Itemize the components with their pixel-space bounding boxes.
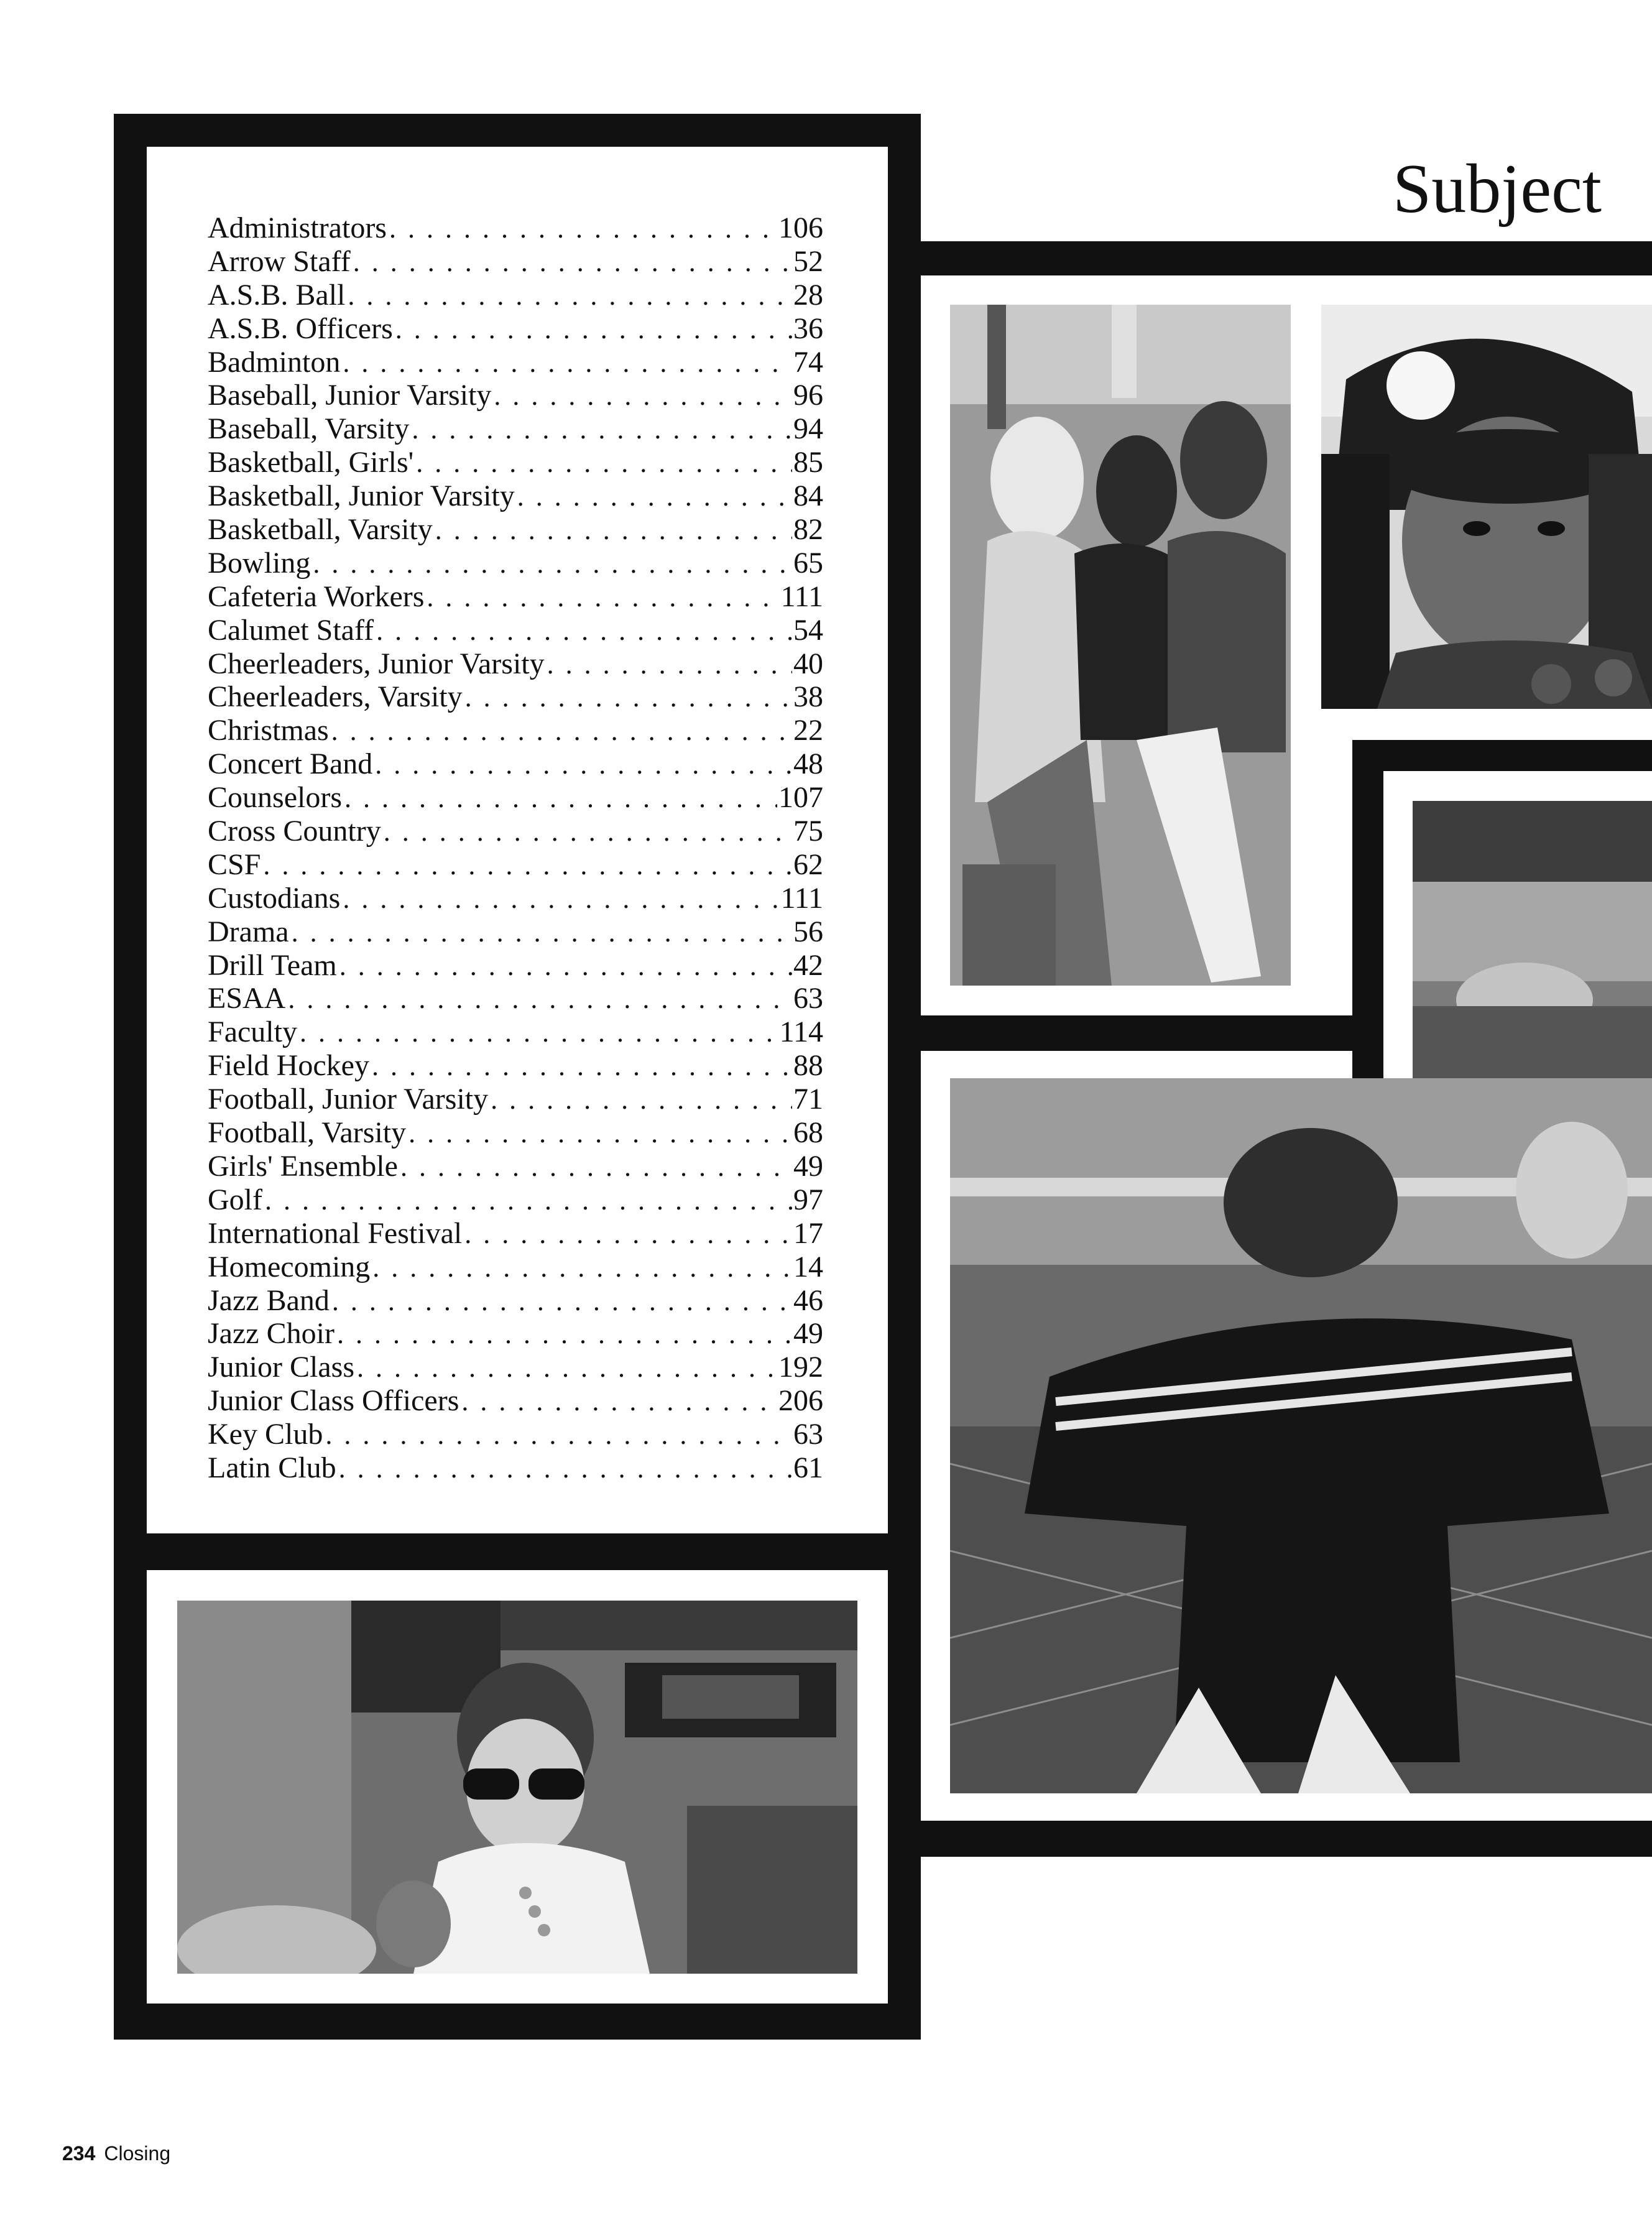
right-band-bottom xyxy=(921,1821,1652,1857)
index-entry: Cross Country . . . 75 xyxy=(208,815,823,848)
index-entry: Administrators . . . 106 xyxy=(208,211,823,245)
index-entry: Baseball, Varsity . . . 94 xyxy=(208,412,823,446)
index-entry: Jazz Choir . . . 49 xyxy=(208,1317,823,1351)
index-entry: Latin Club . . . 61 xyxy=(208,1451,823,1485)
index-entry: Concert Band . . . 48 xyxy=(208,747,823,781)
section-name: Closing xyxy=(104,2142,171,2165)
index-entry: Drama . . . 56 xyxy=(208,915,823,949)
index-entry: Arrow Staff . . . 52 xyxy=(208,245,823,279)
page-folio xyxy=(62,2142,170,2165)
index-entry: Field Hockey . . . 88 xyxy=(208,1049,823,1083)
index-entry: Baseball, Junior Varsity . . . 96 xyxy=(208,379,823,412)
index-entry: Custodians . . . 111 xyxy=(208,882,823,915)
index-entry: Counselors . . . 107 xyxy=(208,781,823,815)
subject-index-list xyxy=(208,211,823,1485)
index-entry: Basketball, Junior Varsity . . . 84 xyxy=(208,479,823,513)
index-entry: Girls' Ensemble . . . 49 xyxy=(208,1150,823,1183)
index-entry: Badminton . . . 74 xyxy=(208,346,823,379)
cheerleader-photo xyxy=(1413,801,1652,1078)
index-entry: International Festival . . . 17 xyxy=(208,1217,823,1250)
teacher-photo xyxy=(177,1601,857,1974)
index-entry: Junior Class . . . 192 xyxy=(208,1351,823,1384)
index-entry: Drill Team . . . 42 xyxy=(208,949,823,982)
index-entry: Football, Varsity . . . 68 xyxy=(208,1116,823,1150)
index-entry: Junior Class Officers . . . 206 xyxy=(208,1384,823,1418)
right-band-top xyxy=(921,241,1652,275)
page-number: 234 xyxy=(62,2142,96,2165)
index-entry: Homecoming . . . 14 xyxy=(208,1250,823,1284)
index-entry: Cheerleaders, Junior Varsity . . . 40 xyxy=(208,647,823,681)
index-entry: A.S.B. Ball . . . 28 xyxy=(208,279,823,312)
index-entry: Cheerleaders, Varsity . . . 38 xyxy=(208,680,823,714)
page-heading: Subject xyxy=(1393,150,1602,228)
index-entry: Key Club . . . 63 xyxy=(208,1418,823,1451)
index-entry: Jazz Band . . . 46 xyxy=(208,1284,823,1318)
cheerleader-photo-large xyxy=(950,1078,1652,1793)
girl-portrait-photo xyxy=(1321,305,1652,709)
index-entry: Christmas . . . 22 xyxy=(208,714,823,747)
index-entry: ESAA . . . 63 xyxy=(208,982,823,1015)
index-entry: A.S.B. Officers . . . 36 xyxy=(208,312,823,346)
index-entry: Bowling . . . 65 xyxy=(208,547,823,580)
students-photo xyxy=(950,305,1291,986)
index-entry: Basketball, Girls' . . . 85 xyxy=(208,446,823,479)
index-entry: Calumet Staff . . . 54 xyxy=(208,614,823,647)
index-entry: Faculty . . . 114 xyxy=(208,1015,823,1049)
index-entry: Basketball, Varsity . . . 82 xyxy=(208,513,823,547)
index-entry: Golf . . . 97 xyxy=(208,1183,823,1217)
index-entry: Football, Junior Varsity . . . 71 xyxy=(208,1083,823,1116)
index-entry: Cafeteria Workers . . . 111 xyxy=(208,580,823,614)
index-entry: CSF . . . 62 xyxy=(208,848,823,882)
